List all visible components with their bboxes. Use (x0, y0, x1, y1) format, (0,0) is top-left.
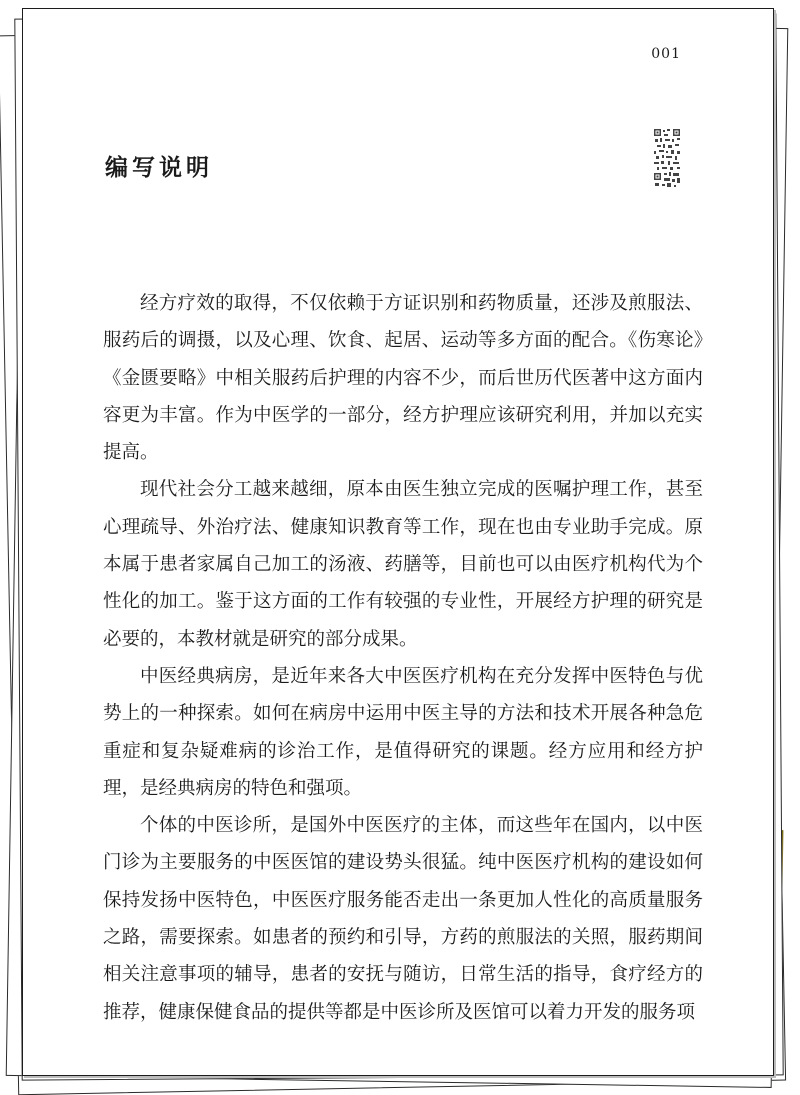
document-page (22, 8, 774, 1076)
page-title: 编写说明 (105, 154, 213, 181)
body-text (103, 285, 703, 1031)
paragraph: 现代社会分工越来越细，原本由医生独立完成的医嘱护理工作，甚至心理疏导、外治疗法、健康知识教育等工作，现在也由专业助手完成。原本属于患者家属自己加工的汤液、药膳等，目前也可以由医疗机构代为个性化的加工。鉴于这方面的工作有较强的专业性，开展经方护理的研究是必要的，本教材就是研究的部分成果。 (103, 479, 703, 650)
paragraph: 经方疗效的取得，不仅依赖于方证识别和药物质量，还涉及煎服法、服药后的调摄，以及心理、饮食、起居、运动等多方面的配合。《伤寒论》《金匮要略》中相关服药后护理的内容不少，而后世历代医著中这方面内容更为丰富。作为中医学的一部分，经方护理应该研究利用，并加以充实提高。 (103, 293, 703, 464)
qr-code-icon[interactable] (653, 127, 683, 189)
paragraph: 中医经典病房，是近年来各大中医医疗机构在充分发挥中医特色与优势上的一种探索。如何在病房中运用中医主导的方法和技术开展各种急危重症和复杂疑难病的诊治工作，是值得研究的课题。经方应用和经方护理，是经典病房的特色和强项。 (103, 665, 703, 799)
page-number: 001 (651, 46, 681, 62)
paragraph: 个体的中医诊所，是国外中医医疗的主体，而这些年在国内，以中医门诊为主要服务的中医医馆的建设势头很猛。纯中医医疗机构的建设如何保持发扬中医特色，中医医疗服务能否走出一条更加人性化的高质量服务之路，需要探索。如患者的预约和引导，方药的煎服法的关照，服药期间相关注意事项的辅导，患者的安抚与随访，日常生活的指导，食疗经方的推荐，健康保健食品的提供等都是中医诊所及医馆可以着力开发的服务项 (103, 815, 703, 1023)
